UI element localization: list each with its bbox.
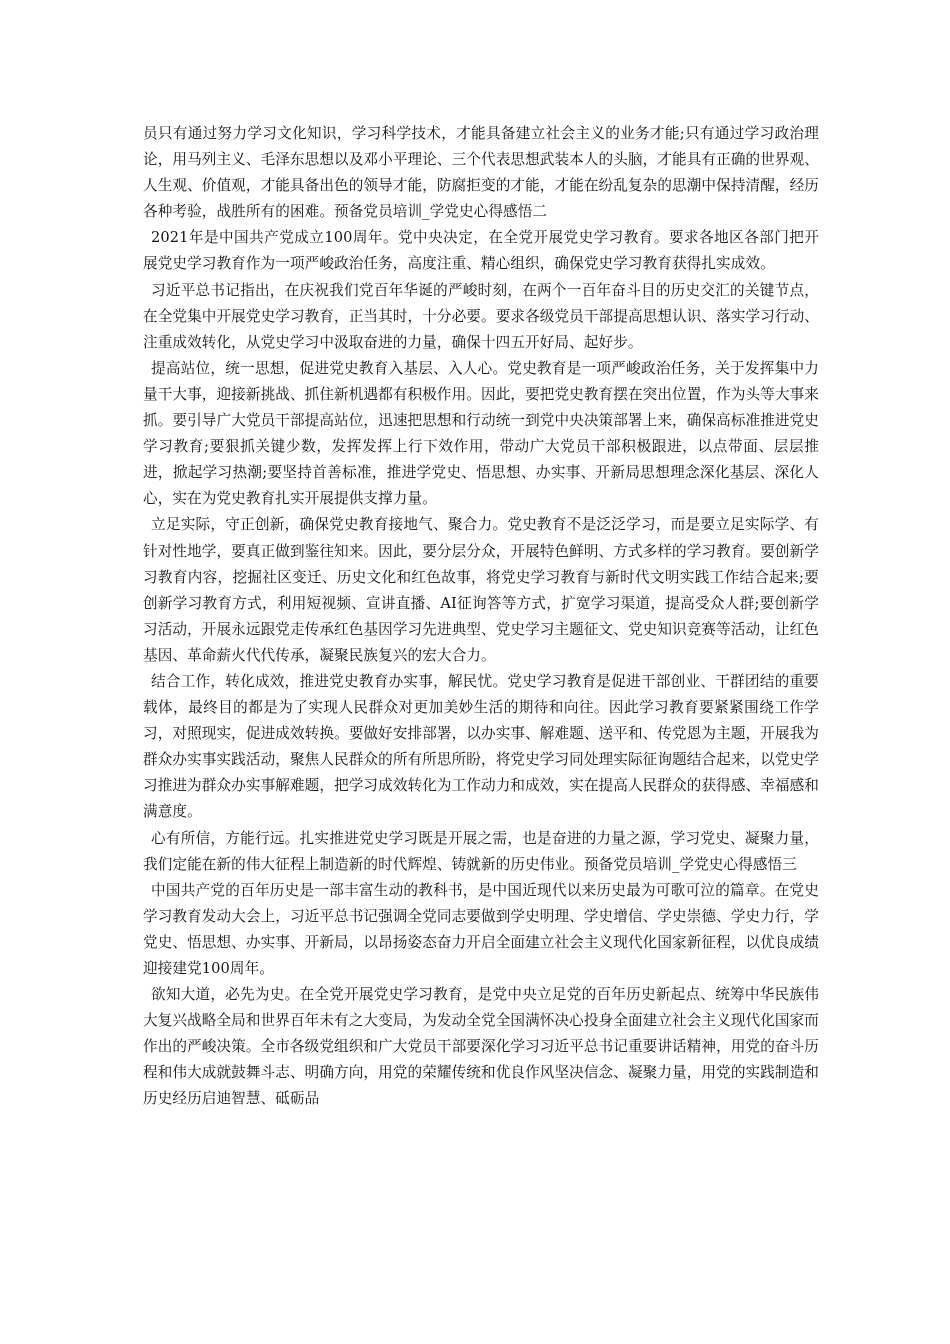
paragraph-4: 提高站位，统一思想，促进党史教育入基层、入人心。党史教育是一项严峻政治任务，关于发挥集中力量干大事，迎接新挑战、抓住新机遇都有积极作用。因此，要把党史教育摆在突出位置，作为头等大事来抓。要引导广大党员干部提高站位，迅速把思想和行动统一到党中央决策部署上来，确保高标准推进党史学习教育;要狠抓关键少数，发挥发挥上行下效作用，带动广大党员干部积极跟进，以点带面、层层推进，掀起学习热潮;要坚持首善标准，推进学党史、悟思想、办实事、开新局思想理念深化基层、深化人心，实在为党史教育扎实开展提供支撑力量。 bbox=[143, 359, 819, 508]
paragraph-6: 结合工作，转化成效，推进党史教育办实事，解民忧。党史学习教育是促进干部创业、干群团结的重要载体，最终目的都是为了实现人民群众对更加美妙生活的期待和向往。因此学习教育要紧紧围绕工作学习，对照现实，促进成效转换。要做好安排部署，以办实事、解难题、送平和、传党恩为主题，开展我为群众办实事实践活动，聚焦人民群众的所有所思所盼，将党史学习同处理实际征询题结合起来，以党史学习推进为群众办实事解难题，把学习成效转化为工作动力和成效，实在提高人民群众的获得感、幸福感和满意度。 bbox=[143, 672, 819, 821]
paragraph-3: 习近平总书记指出，在庆祝我们党百年华诞的严峻时刻，在两个一百年奋斗目的历史交汇的关键节点，在全党集中开展党史学习教育，正当其时，十分必要。要求各级党员干部提高思想认识、落实学习行动、注重成效转化，从党史学习中汲取奋进的力量，确保十四五开好局、起好步。 bbox=[143, 281, 819, 351]
paragraph-9: 欲知大道，必先为史。在全党开展党史学习教育，是党中央立足党的百年历史新起点、统筹中华民族伟大复兴战略全局和世界百年未有之大变局，为发动全党全国满怀决心投身全面建立社会主义现代化国家而作出的严峻决策。全市各级党组织和广大党员干部要深化学习习近平总书记重要讲话精神，用党的奋斗历程和伟大成就鼓舞斗志、明确方向，用党的荣耀传统和优良作风坚决信念、凝聚力量，用党的实践制造和历史经历启迪智慧、砥砺品 bbox=[143, 986, 819, 1108]
paragraph-1: 员只有通过努力学习文化知识，学习科学技术，才能具备建立社会主义的业务才能;只有通过学习政治理论，用马列主义、毛泽东思想以及邓小平理论、三个代表思想武装本人的头脑，才能具有正确的世界观、人生观、价值观，才能具备出色的领导才能，防腐拒变的才能，才能在纷乱复杂的思潮中保持清醒，经历各种考验，战胜所有的困难。预备党员培训_学党史心得感悟二 bbox=[143, 125, 819, 221]
paragraph-2: 2021年是中国共产党成立100周年。党中央决定，在全党开展党史学习教育。要求各地区各部门把开展党史学习教育作为一项严峻政治任务，高度注重、精心组织，确保党史学习教育获得扎实成效。 bbox=[143, 229, 819, 273]
document-body bbox=[143, 121, 819, 1113]
paragraph-5: 立足实际，守正创新，确保党史教育接地气、聚合力。党史教育不是泛泛学习，而是要立足实际学、有针对性地学，要真正做到鉴往知来。因此，要分层分众，开展特色鲜明、方式多样的学习教育。要创新学习教育内容，挖掘社区变迁、历史文化和红色故事，将党史学习教育与新时代文明实践工作结合起来;要创新学习教育方式，利用短视频、宣讲直播、AI征询答等方式，扩宽学习渠道，提高受众人群;要创新学习活动，开展永远跟党走传承红色基因学习先进典型、党史学习主题征文、党史知识竞赛等活动，让红色基因、革命薪火代代传承，凝聚民族复兴的宏大合力。 bbox=[143, 516, 819, 664]
paragraph-7: 心有所信，方能行远。扎实推进党史学习既是开展之需，也是奋进的力量之源，学习党史、凝聚力量，我们定能在新的伟大征程上制造新的时代辉煌、铸就新的历史伟业。预备党员培训_学党史心得感悟三 bbox=[143, 829, 819, 873]
paragraph-8: 中国共产党的百年历史是一部丰富生动的教科书，是中国近现代以来历史最为可歌可泣的篇章。在党史学习教育发动大会上，习近平总书记强调全党同志要做到学史明理、学史增信、学史崇德、学史力行，学党史、悟思想、办实事、开新局，以昂扬姿态奋力开启全面建立社会主义现代化国家新征程，以优良成绩迎接建党100周年。 bbox=[143, 881, 819, 977]
